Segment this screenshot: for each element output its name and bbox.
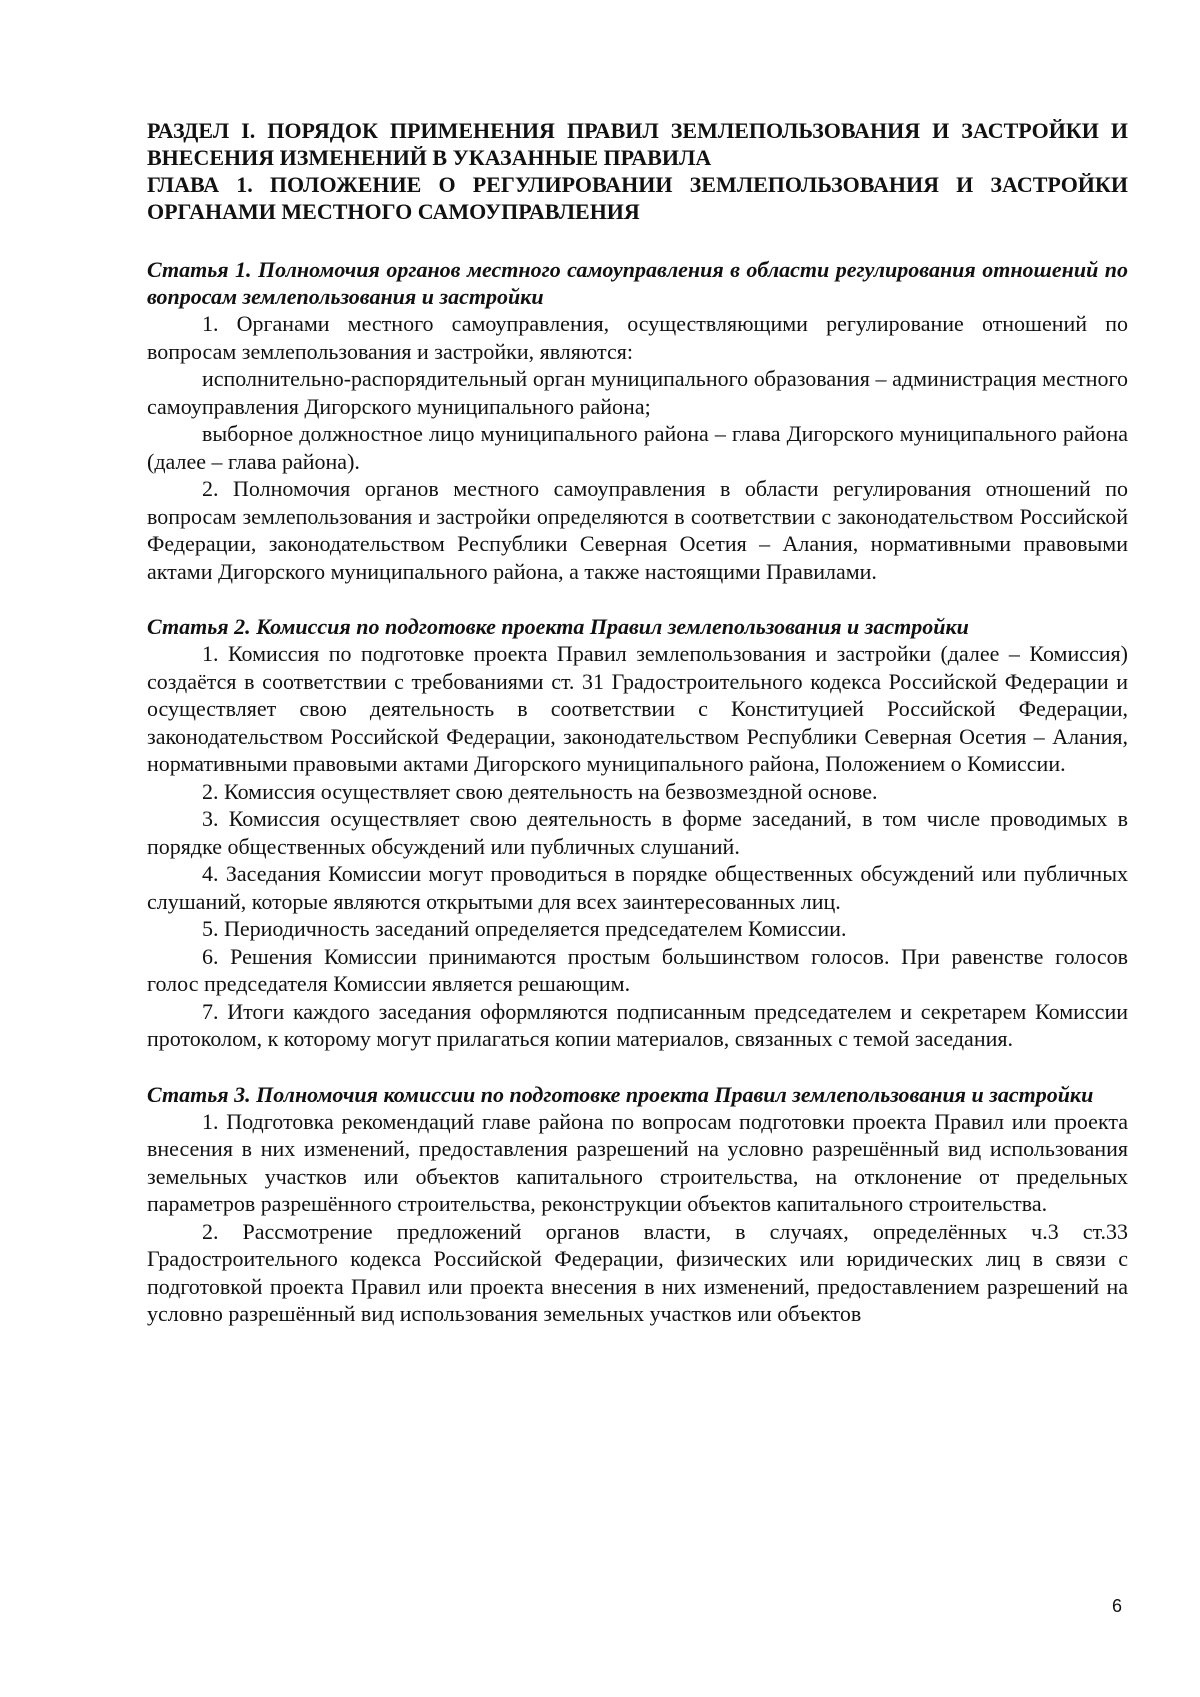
article-3 [147,1081,1128,1328]
paragraph: выборное должностное лицо муниципального района – глава Дигорского муниципального района (далее – глава района). [147,421,1128,474]
paragraph: 1. Органами местного самоуправления, осуществляющими регулирование отношений по вопросам землепользования и застройки, являются: [147,311,1128,364]
spacer [147,1053,1128,1081]
spacer [147,585,1128,613]
page-content [147,117,1128,1328]
chapter-heading: ГЛАВА 1. ПОЛОЖЕНИЕ О РЕГУЛИРОВАНИИ ЗЕМЛЕПОЛЬЗОВАНИЯ И ЗАСТРОЙКИ ОРГАНАМИ МЕСТНОГО САМОУПРАВЛЕНИЯ [147,172,1128,224]
paragraph: 6. Решения Комиссии принимаются простым большинством голосов. При равенстве голосов голос председателя Комиссии является решающим. [147,943,1128,996]
page-number: 6 [1112,1596,1123,1616]
paragraph: 2. Рассмотрение предложений органов власти, в случаях, определённых ч.3 ст.33 Градостроительного кодекса Российской Федерации, физических или юридических лиц в связи с подготовкой проекта Правил или проекта внесения в них изменений, предоставлением разрешений на условно разрешённый вид использования земельных участков или объектов [147,1218,1128,1326]
paragraph: 2. Комиссия осуществляет свою деятельность на безвозмездной основе. [202,778,878,804]
paragraph: 1. Подготовка рекомендаций главе района по вопросам подготовки проекта Правил или проекта внесения в них изменений, предоставления разрешений на условно разрешённый вид использования земельных участков или объектов капитального строительства, на отклонение от предельных параметров разрешённого строительства, реконструкции объектов капитального строительства. [147,1108,1128,1216]
paragraph: 2. Полномочия органов местного самоуправления в области регулирования отношений по вопросам землепользования и застройки определяются в соответствии с законодательством Российской Федерации, законодательством Республики Северная Осетия – Алания, нормативными правовыми актами Дигорского муниципального района, а также настоящими Правилами. [147,476,1128,584]
paragraph: 5. Периодичность заседаний определяется председателем Комиссии. [202,916,847,941]
spacer [147,225,1128,256]
paragraph: исполнительно-распорядительный орган муниципального образования – администрация местного самоуправления Дигорского муниципального района; [147,366,1128,419]
article-title: Статья 2. Комиссия по подготовке проекта Правил землепользования и застройки [147,614,969,639]
article-title: Статья 1. Полномочия органов местного самоуправления в области регулирования отношений по вопросам землепользования и застройки [147,257,1128,309]
article-1 [147,256,1128,585]
article-title: Статья 3. Полномочия комиссии по подготовке проекта Правил землепользования и застройки [147,1081,1094,1107]
paragraph: 1. Комиссия по подготовке проекта Правил землепользования и застройки (далее – Комиссия) создаётся в соответствии с требованиями ст. 31 Градостроительного кодекса Российской Федерации и осуществляет свою деятельность в соответствии с Конституцией Российской Федерации, законодательством Российской Федерации, законодательством Республики Северная Осетия – Алания, нормативными правовыми актами Дигорского муниципального района, Положением о Комиссии. [147,641,1128,776]
paragraph: 4. Заседания Комиссии могут проводиться в порядке общественных обсуждений или публичных слушаний, которые являются открытыми для всех заинтересованных лиц. [147,861,1128,914]
article-2 [147,613,1128,1053]
paragraph: 3. Комиссия осуществляет свою деятельность в форме заседаний, в том числе проводимых в порядке общественных обсуждений или публичных слушаний. [147,806,1128,859]
section-heading: РАЗДЕЛ I. ПОРЯДОК ПРИМЕНЕНИЯ ПРАВИЛ ЗЕМЛЕПОЛЬЗОВАНИЯ И ЗАСТРОЙКИ И ВНЕСЕНИЯ ИЗМЕНЕНИЙ В УКАЗАННЫЕ ПРАВИЛА [147,118,1128,170]
paragraph: 7. Итоги каждого заседания оформляются подписанным председателем и секретарем Комиссии протоколом, к которому могут прилагаться копии материалов, связанных с темой заседания. [147,998,1128,1051]
